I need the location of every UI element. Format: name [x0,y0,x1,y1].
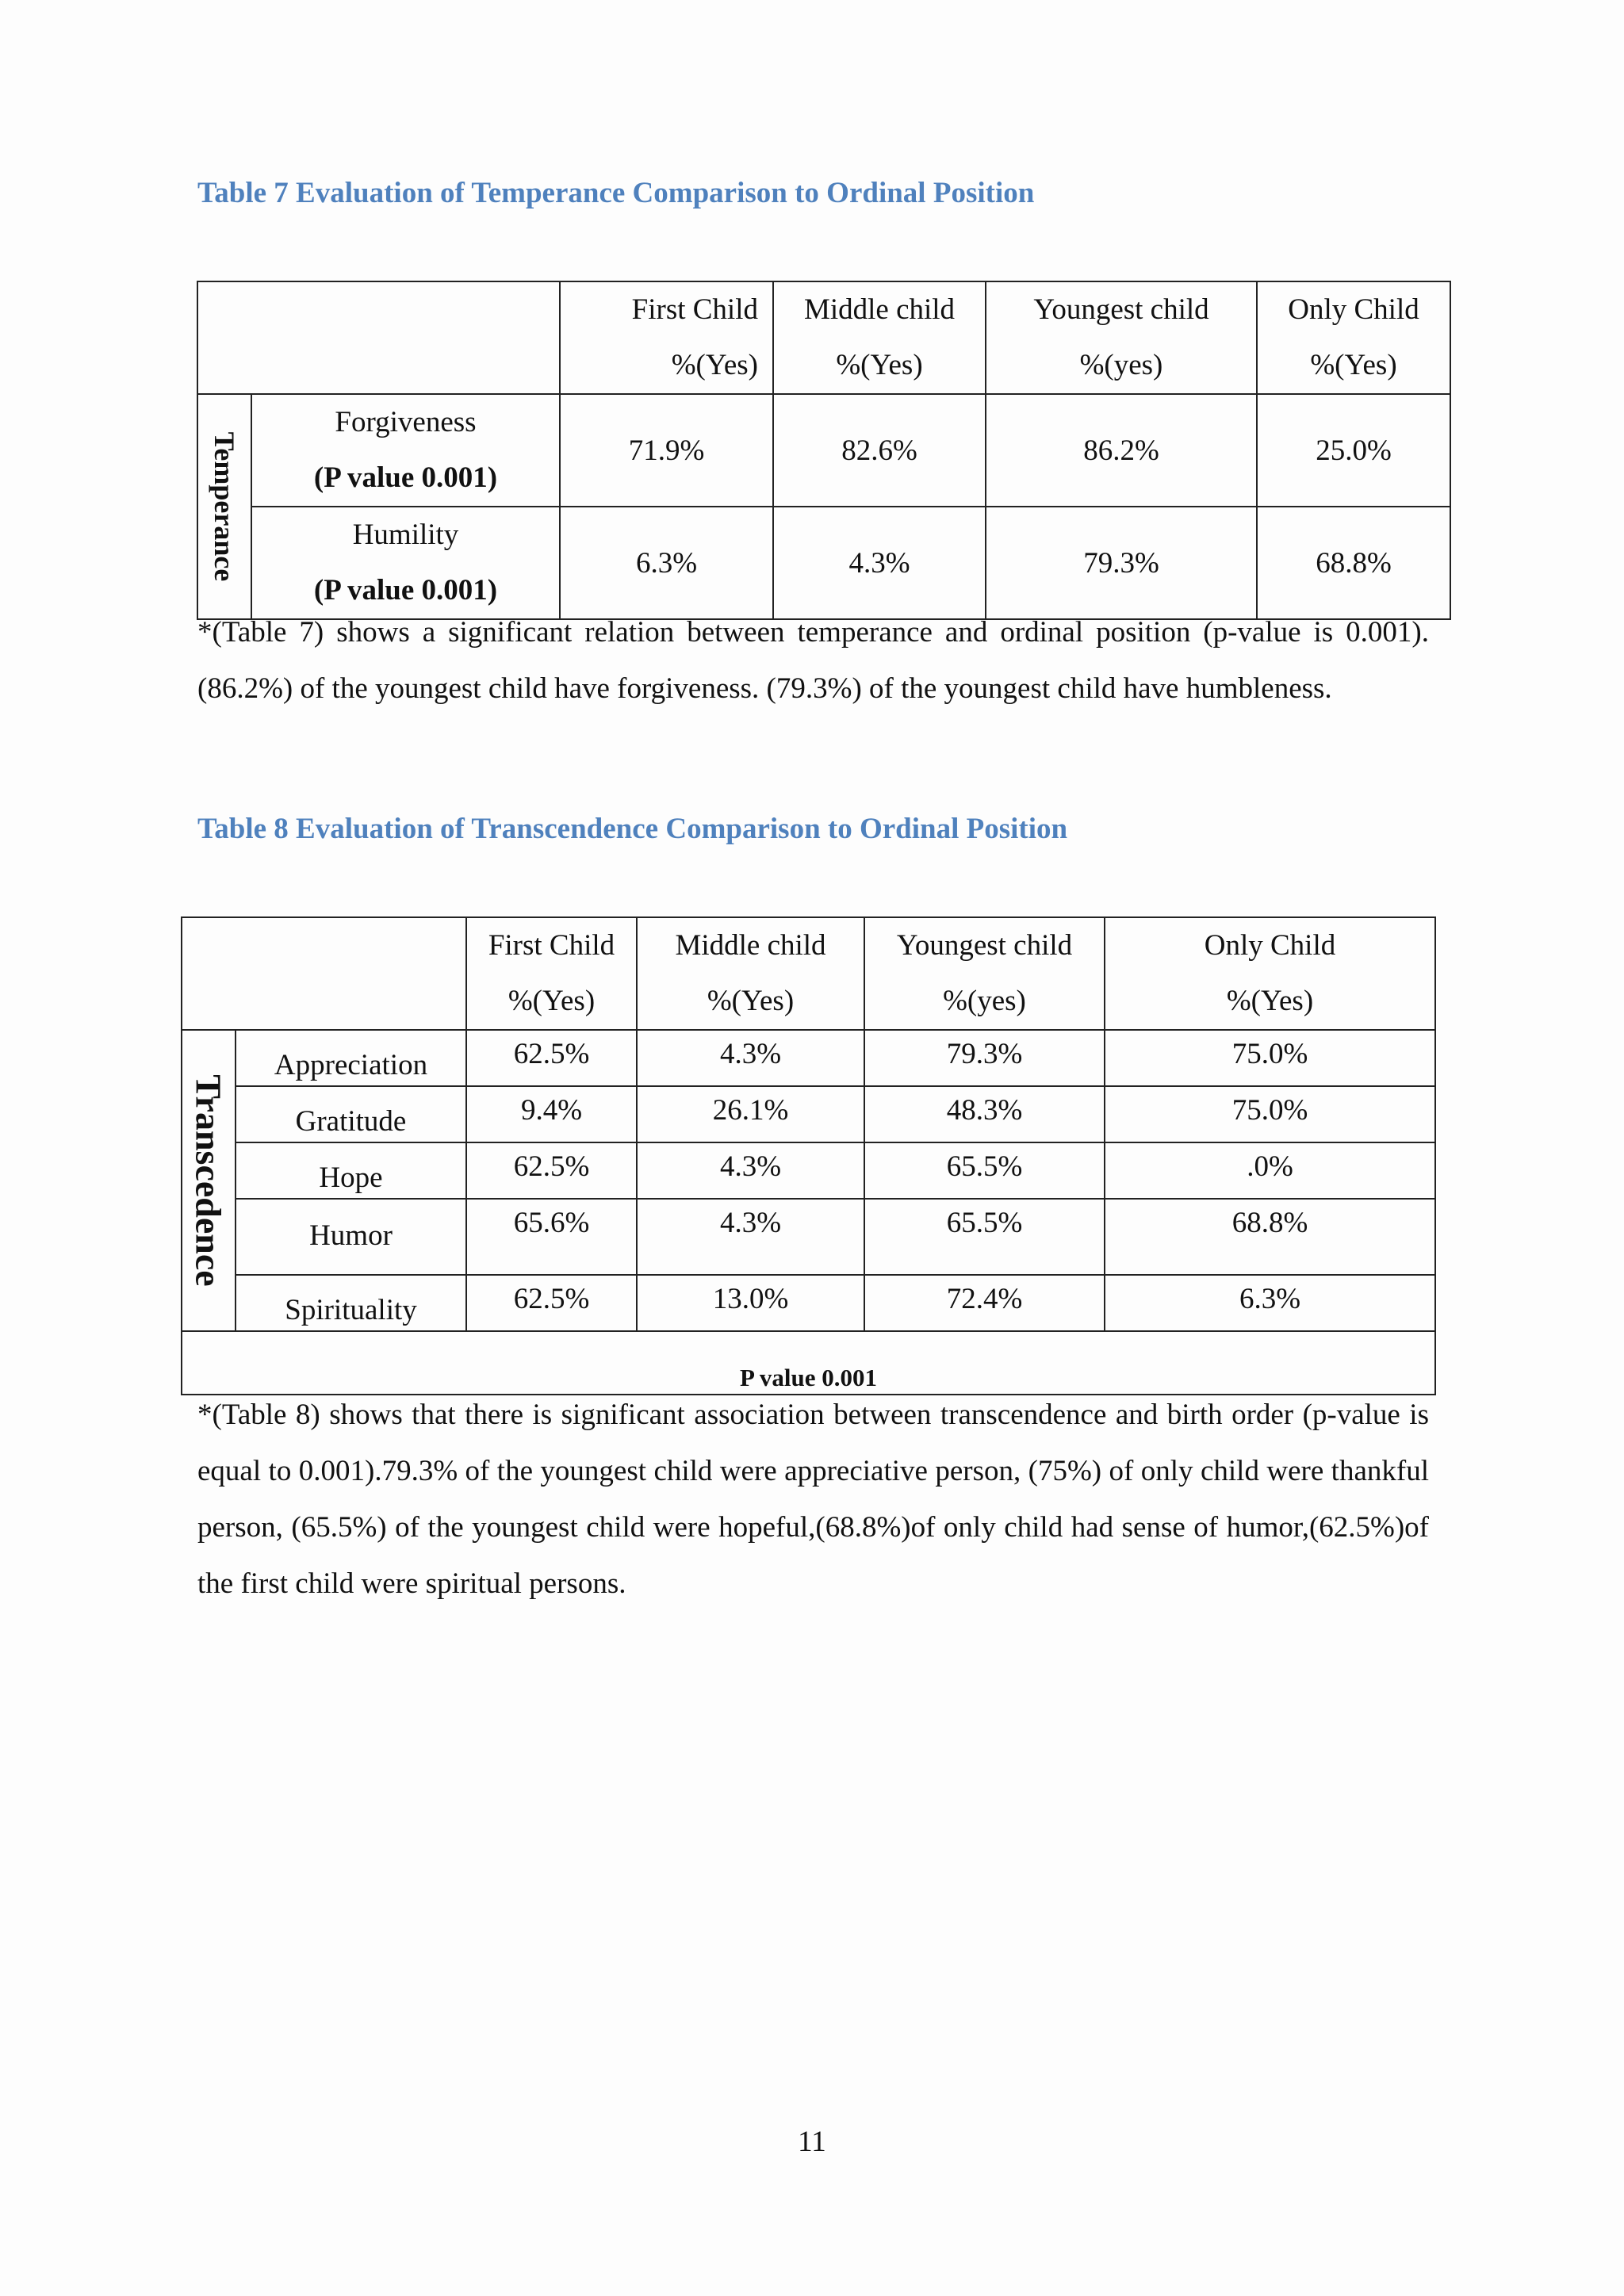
table8-row-label: Appreciation [236,1030,466,1086]
table7-header-row [197,281,1450,394]
table8-header-first-child: First Child %(Yes) [466,917,637,1030]
table-cell: 4.3% [637,1142,864,1199]
table7-header-only-child: Only Child %(Yes) [1257,281,1450,394]
table8-group-label-cell [182,1030,236,1331]
table-cell: 26.1% [637,1086,864,1142]
table-cell: 79.3% [986,507,1257,619]
table-cell: 82.6% [773,394,986,507]
table-cell: 4.3% [637,1199,864,1275]
table-cell: 6.3% [560,507,773,619]
table-row [197,507,1450,619]
table-cell: 68.8% [1105,1199,1435,1275]
table8-row-label: Humor [236,1199,466,1275]
table8 [181,916,1436,1395]
table-row [197,394,1450,507]
table-cell: 48.3% [864,1086,1105,1142]
table-cell: 79.3% [864,1030,1105,1086]
table-cell: 71.9% [560,394,773,507]
table7-header-first-child: First Child %(Yes) [560,281,773,394]
table-row [182,1086,1435,1142]
table8-header-youngest-child: Youngest child %(yes) [864,917,1105,1030]
table-cell: 75.0% [1105,1030,1435,1086]
table8-corner-cell [182,917,466,1030]
table-cell: 62.5% [466,1275,637,1331]
table7-row-label: Forgiveness (P value 0.001) [251,394,560,507]
table-cell: 62.5% [466,1030,637,1086]
table8-caption: Table 8 Evaluation of Transcendence Comparison to Ordinal Position [197,813,1068,845]
table-cell: 4.3% [637,1030,864,1086]
table8-row-label: Gratitude [236,1086,466,1142]
table-cell: 65.6% [466,1199,637,1275]
table-cell: 72.4% [864,1275,1105,1331]
table-cell: 75.0% [1105,1086,1435,1142]
table7-row-label: Humility (P value 0.001) [251,507,560,619]
table7-group-label-cell [197,394,251,619]
table-cell: 62.5% [466,1142,637,1199]
table8-footer-row [182,1331,1435,1395]
table7-header-middle-child: Middle child %(Yes) [773,281,986,394]
table7-caption: Table 7 Evaluation of Temperance Comparison to Ordinal Position [197,177,1035,209]
table-cell: .0% [1105,1142,1435,1199]
table8-note: *(Table 8) shows that there is significant association between transcendence and birth order (p-value is equal to 0.001).79.3% of the youngest child were appreciative person, (75%) of only child were thankful person, (65.5%) of the youngest child were hopeful,(68.8%)of only child had sense of humor,(62.5%)of the first child were spiritual persons. [197,1399,1429,1600]
page-number: 11 [798,2126,826,2158]
table-row [182,1199,1435,1275]
table8-header-middle-child: Middle child %(Yes) [637,917,864,1030]
table7-corner-cell [197,281,560,394]
table8-group-label: Transcedence [188,1074,229,1287]
table-cell: 4.3% [773,507,986,619]
table-cell: 9.4% [466,1086,637,1142]
table8-header-only-child: Only Child %(Yes) [1105,917,1435,1030]
table-cell: 65.5% [864,1142,1105,1199]
table-cell: 25.0% [1257,394,1450,507]
table-cell: 65.5% [864,1199,1105,1275]
table-row [182,1030,1435,1086]
table-row [182,1142,1435,1199]
table7-group-label: Temperance [209,431,240,582]
table-cell: 6.3% [1105,1275,1435,1331]
table7-note: *(Table 7) shows a significant relation between temperance and ordinal position (p-value is 0.001). (86.2%) of the youngest child have forgiveness. (79.3%) of the youngest child have humbleness. [197,616,1429,705]
table-cell: 68.8% [1257,507,1450,619]
table8-footer-p-value: P value 0.001 [182,1331,1435,1395]
table8-row-label: Spirituality [236,1275,466,1331]
table-row [182,1275,1435,1331]
table-cell: 13.0% [637,1275,864,1331]
table8-row-label: Hope [236,1142,466,1199]
table8-header-row [182,917,1435,1030]
table-cell: 86.2% [986,394,1257,507]
table7-header-youngest-child: Youngest child %(yes) [986,281,1257,394]
table7 [197,281,1451,620]
